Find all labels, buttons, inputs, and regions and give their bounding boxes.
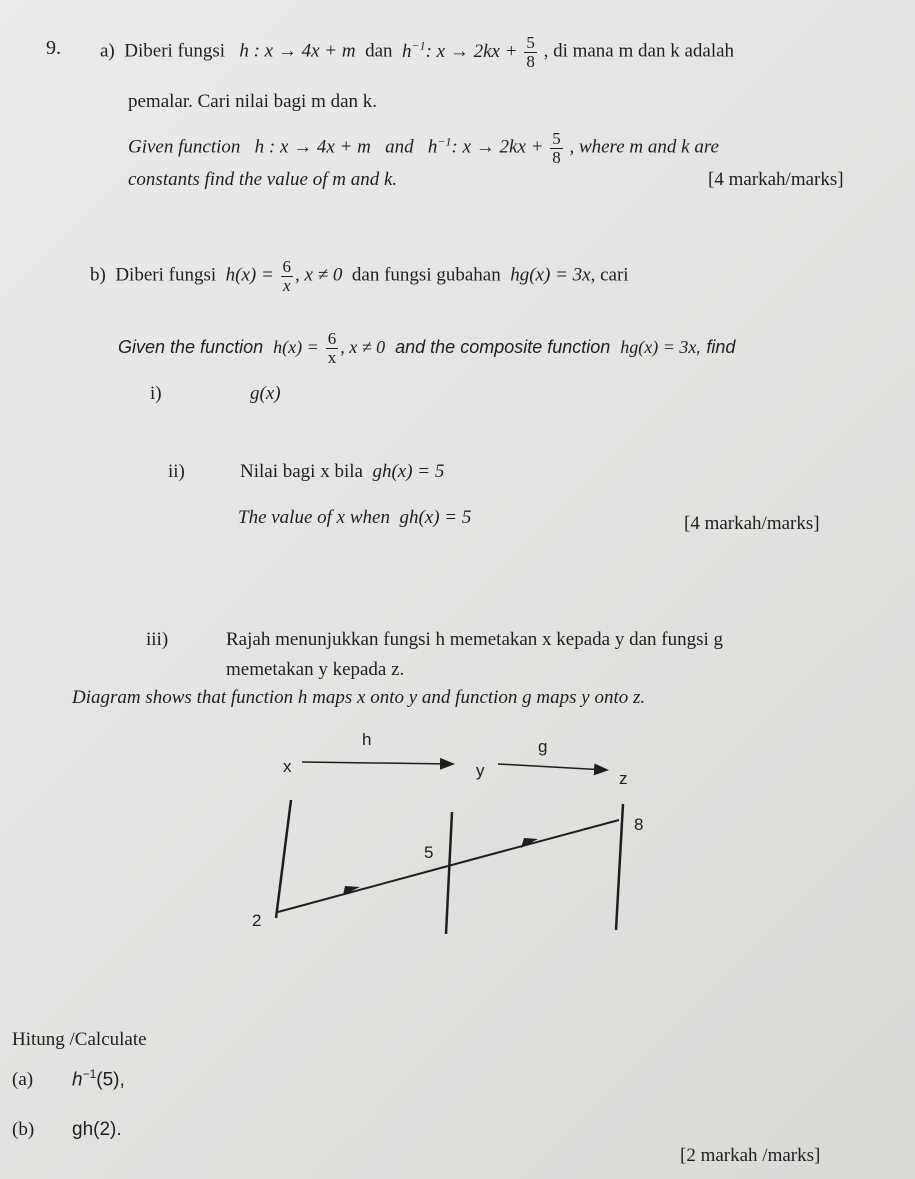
part-b-marks: [4 markah/marks] xyxy=(684,513,820,534)
calculate-heading: Hitung /Calculate xyxy=(12,1029,147,1050)
part-a-english-line2: constants find the value of m and k. xyxy=(128,169,398,190)
domain-y-line xyxy=(446,812,452,934)
domain-z-line xyxy=(616,804,623,930)
part-b-malay-line: b) Diberi fungsi h(x) = $\frac{6}{x}$ , x ≠ 0 dan fungsi gubahan hg(x) = 3x, cari xyxy=(90,257,629,295)
fraction-five-eighths: $\frac{5}{8}$ xyxy=(526,33,535,71)
part-a-marks: [4 markah/marks] xyxy=(708,169,844,190)
part-b-i-label: i) xyxy=(150,383,162,404)
map-line-2-to-5 xyxy=(278,866,448,912)
question-number: 9. xyxy=(46,37,61,59)
part-b-iii-malay-line1: Rajah menunjukkan fungsi h memetakan x kepada y dan fungsi g xyxy=(226,629,724,650)
calculate-b-label: (b) xyxy=(12,1119,35,1140)
value-z: 8 xyxy=(634,815,644,834)
part-a-malay-line2: pemalar. Cari nilai bagi m dan k. xyxy=(128,91,378,112)
part-a-english-line1: Given function h : x → 4x + m and $h^{-1}$: x → 2kx + $\frac{5}{8}$ , where m and k are xyxy=(128,129,719,167)
part-b-ii-label: ii) xyxy=(168,461,185,482)
part-a-malay-line1: a) Diberi fungsi h : x → 4x + m dan $h^{-1}$: x → 2kx + $\frac{5}{8}$ , di mana m dan k adalah xyxy=(100,33,735,71)
part-a-label: a) xyxy=(100,40,115,62)
part-b-iii-label: iii) xyxy=(146,629,169,650)
part-b-ii-malay: Nilai bagi x bila gh(x) = 5 xyxy=(240,461,445,482)
calculate-marks: [2 markah /marks] xyxy=(680,1145,821,1166)
label-y: y xyxy=(476,761,485,780)
part-b-ii-english: The value of x when gh(x) = 5 xyxy=(238,507,472,528)
label-g: g xyxy=(538,737,548,756)
label-h: h xyxy=(362,730,372,749)
arrow-g xyxy=(498,764,606,770)
part-b-i-text: g(x) xyxy=(250,383,281,404)
calculate-b-expr: gh(2). xyxy=(72,1119,122,1140)
value-x: 2 xyxy=(252,911,262,930)
arrow-h xyxy=(302,762,452,764)
label-x: x xyxy=(283,757,292,776)
part-b-label: b) xyxy=(90,264,106,286)
h-definition: h : x → 4x + m xyxy=(239,40,356,62)
label-z: z xyxy=(619,769,628,788)
h-inverse: $h^{-1}$: x → 2kx + xyxy=(402,38,518,62)
part-b-iii-english: Diagram shows that function h maps x onto y and function g maps y onto z. xyxy=(72,687,646,708)
value-y: 5 xyxy=(424,843,434,862)
calculate-a-expr: $h^{-1}(5)$, xyxy=(72,1067,125,1091)
map-line-5-to-8 xyxy=(448,820,619,866)
calculate-a-label: (a) xyxy=(12,1069,34,1090)
domain-x-line xyxy=(276,800,291,918)
part-b-iii-malay-line2: memetakan y kepada z. xyxy=(226,659,405,680)
part-b-english-line: Given the function h(x) = $\frac{6}{x}$ , x ≠ 0 and the composite function hg(x) = 3x, find xyxy=(118,329,736,367)
